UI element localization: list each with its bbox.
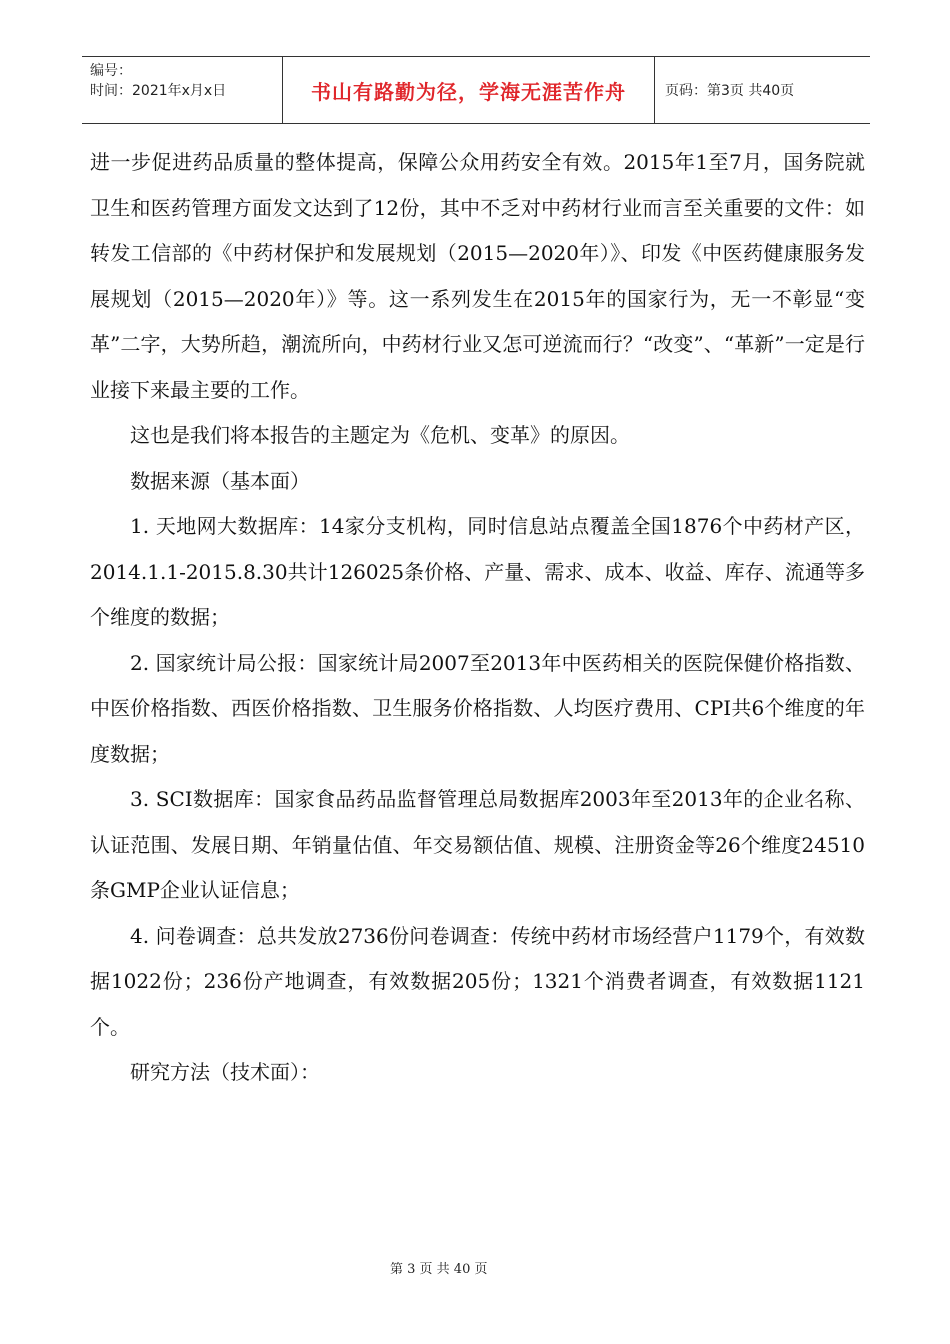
header-page-info bbox=[655, 57, 870, 123]
document-number-label: 编号： bbox=[90, 63, 132, 79]
list-item: 3. SCI数据库：国家食品药品监督管理总局数据库2003年至2013年的企业名称、认证范围、发展日期、年销量估值、年交易额估值、规模、注册资金等26个维度24510条GMP企业认证信息； bbox=[90, 787, 865, 902]
footer-page-number: 第 3 页 共 40 页 bbox=[390, 1262, 488, 1277]
body-paragraph: 进一步促进药品质量的整体提高，保障公众用药安全有效。2015年1至7月，国务院就卫生和医药管理方面发文达到了12份，其中不乏对中药材行业而言至关重要的文件：如转发工信部的《中药材保护和发展规划（2015—2020年）》、印发《中医药健康服务发展规划（2015—2020年）》等。这一系列发生在2015年的国家行为，无一不彰显“变革”二字，大势所趋，潮流所向，中药材行业又怎可逆流而行？“改变”、“革新”一定是行业接下来最主要的工作。 bbox=[90, 150, 865, 402]
section-heading-data-sources: 数据来源（基本面） bbox=[130, 468, 310, 493]
section-heading-research-methods: 研究方法（技术面）： bbox=[130, 1060, 320, 1084]
list-item: 4. 问卷调查：总共发放2736份问卷调查：传统中药材市场经营户1179个，有效数据1022份；236份产地调查，有效数据205份；1321个消费者调查，有效数据1121个。 bbox=[90, 923, 865, 1039]
page-footer bbox=[0, 1258, 950, 1277]
header-motto bbox=[282, 57, 655, 123]
page-header bbox=[82, 56, 870, 124]
header-page-number: 页码：第3页 共40页 bbox=[665, 83, 795, 99]
body-paragraph: 这也是我们将本报告的主题定为《危机、变革》的原因。 bbox=[130, 423, 630, 447]
list-item: 2. 国家统计局公报：国家统计局2007至2013年中医药相关的医院保健价格指数、中医价格指数、西医价格指数、卫生服务价格指数、人均医疗费用、CPI共6个维度的年度数据； bbox=[90, 650, 865, 766]
document-body bbox=[90, 140, 865, 1096]
list-item: 1. 天地网大数据库：14家分支机构，同时信息站点覆盖全国1876个中药材产区，2014.1.1-2015.8.30共计126025条价格、产量、需求、成本、收益、库存、流通等多个维度的数据； bbox=[90, 514, 865, 629]
motto-text: 书山有路勤为径，学海无涯苦作舟 bbox=[311, 79, 626, 104]
document-time-label: 时间：2021年x月x日 bbox=[90, 83, 227, 99]
header-meta bbox=[82, 57, 282, 123]
